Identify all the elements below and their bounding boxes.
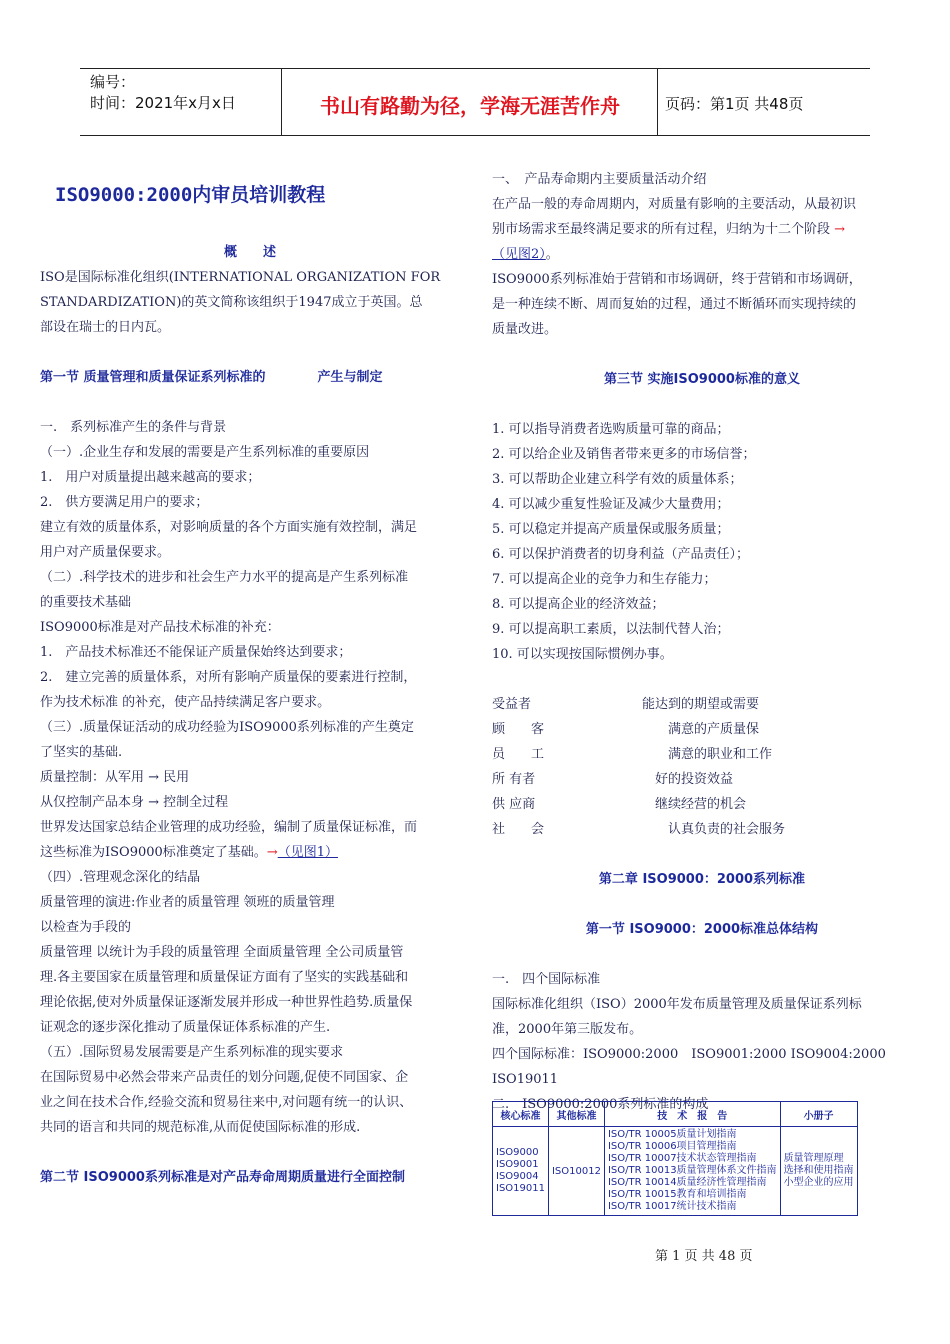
text-line [40, 440, 460, 465]
text-line [40, 490, 460, 515]
text-line [492, 842, 912, 867]
beneficiary-cell: 受益者 [492, 697, 532, 712]
booklet-item: 质量管理原理 [783, 1153, 844, 1164]
document-title: ISO9000:2000内审员培训教程 [55, 184, 326, 206]
table-row [493, 1127, 858, 1216]
line-text: 一. 四个国际标准 [492, 972, 601, 987]
line-text: 8. 可以提高企业的经济效益； [492, 597, 665, 612]
standards-structure-table [492, 1101, 858, 1216]
line-text: 一. 系列标准产生的条件与背景 [40, 420, 227, 435]
text-line [40, 1115, 460, 1140]
line-text: 理.各主要国家在质量管理和质量保证方面有了坚实的实践基础和 [40, 970, 409, 985]
text-line [40, 765, 460, 790]
core-standard-item: ISO9001 [496, 1159, 539, 1170]
text-line [492, 642, 912, 667]
arrow-right-icon: → [266, 845, 278, 860]
line-text: 4. 可以减少重复性验证及减少大量费用； [492, 497, 730, 512]
line-text: 概 述 [223, 245, 276, 260]
line-text: 四个国际标准：ISO9000:2000 ISO9001:2000 ISO9004:2000 [492, 1047, 886, 1062]
line-text: （二）.科学技术的进步和社会生产力水平的提高是产生系列标准 [40, 570, 409, 585]
line-text: 6. 可以保护消费者的切身利益（产品责任）； [492, 547, 750, 562]
line-text: 2. 供方要满足用户的要求； [40, 495, 209, 510]
text-line [492, 567, 912, 592]
text-line [492, 242, 912, 267]
line-text: 二. ISO9000:2000系列标准的构成 [492, 1097, 709, 1112]
header-page-number: 页码：第1页 共48页 [665, 95, 804, 113]
header-top-rule [80, 68, 870, 69]
line-text: （一）.企业生存和发展的需要是产生系列标准的重要原因 [40, 445, 370, 460]
beneficiary-cell: 满意的职业和工作 [642, 747, 773, 762]
text-line [492, 992, 912, 1017]
technical-report-item: ISO/TR 10014质量经济性管理指南 [607, 1177, 767, 1188]
section-heading [40, 1165, 460, 1190]
text-line [492, 542, 912, 567]
text-line [492, 342, 912, 367]
text-line [40, 815, 460, 840]
line-text: 1. 用户对质量提出越来越高的要求； [40, 470, 261, 485]
text-line [492, 1017, 912, 1042]
technical-report-item: ISO/TR 10007技术状态管理指南 [607, 1153, 757, 1164]
line-text: 1. 可以指导消费者选购质量可靠的商品； [492, 422, 730, 437]
core-standard-item: ISO19011 [496, 1183, 545, 1194]
core-standard-item: ISO9004 [496, 1171, 539, 1182]
line-text: 在国际贸易中必然会带来产品责任的划分问题,促使不同国家、企 [40, 1070, 409, 1085]
table-header-core: 核心标准 [493, 1102, 549, 1127]
beneficiary-cell: 能达到的期望或需要 [642, 697, 760, 712]
text-line [40, 890, 460, 915]
arrow-right-icon: → [834, 222, 846, 237]
line-text: 建立有效的质量体系，对影响质量的各个方面实施有效控制，满足 [40, 520, 418, 535]
line-text: （五）.国际贸易发展需要是产生系列标准的现实要求 [40, 1045, 344, 1060]
line-text: 9. 可以提高职工素质，以法制代替人治； [492, 622, 730, 637]
technical-report-item: ISO/TR 10013质量管理体系文件指南 [607, 1165, 777, 1176]
text-line [40, 465, 460, 490]
text-line [40, 690, 460, 715]
text-line [40, 1040, 460, 1065]
beneficiary-cell: 员 工 [492, 747, 545, 762]
beneficiary-cell: 供 应商 [492, 797, 536, 812]
line-text: 7. 可以提高企业的竞争力和生存能力； [492, 572, 717, 587]
line-text: 1. 产品技术标准还不能保证产质量保始终达到要求； [40, 645, 352, 660]
line-text: 以检查为手段的 [40, 920, 132, 935]
line-text: 2. 建立完善的质量体系，对所有影响产质量保的要素进行控制， [40, 670, 417, 685]
header-motto: 书山有路勤为径，学海无涯苦作舟 [320, 94, 620, 118]
line-text: 共同的语言和共同的规范标准,从而促使国际标准的形成. [40, 1120, 361, 1135]
text-line [40, 940, 460, 965]
beneficiary-cell: 顾 客 [492, 722, 545, 737]
page-footer: 第 1 页 共 48 页 [655, 1249, 753, 1264]
text-line [40, 640, 460, 665]
text-line [40, 1015, 460, 1040]
line-text: 作为技术标准 的补充，使产品持续满足客户要求。 [40, 695, 331, 710]
beneficiary-cell: 认真负责的社会服务 [642, 822, 786, 837]
text-line [40, 390, 460, 415]
text-line [40, 615, 460, 640]
left-column [40, 240, 460, 1190]
document-time-label: 时间：2021年x月x日 [90, 94, 236, 112]
text-line [40, 840, 460, 865]
table-header-booklets: 小册子 [780, 1102, 857, 1127]
line-text: 在产品一般的寿命周期内，对质量有影响的主要活动，从最初识 [492, 197, 857, 212]
line-text: ISO9000系列标准始于营销和市场调研，终于营销和市场调研， [492, 272, 862, 287]
beneficiary-row [492, 817, 912, 842]
text-line [492, 892, 912, 917]
line-text: ISO9000标准是对产品技术标准的补充： [40, 620, 280, 635]
text-line [40, 340, 460, 365]
line-text: 国际标准化组织（ISO）2000年发布质量管理及质量保证系列标 [492, 997, 862, 1012]
beneficiary-cell: 社 会 [492, 822, 545, 837]
booklet-item: 小型企业的应用 [783, 1177, 854, 1188]
technical-report-item: ISO/TR 10017统计技术指南 [607, 1201, 737, 1212]
line-text: 质量管理的演进:作业者的质量管理 领班的质量管理 [40, 895, 335, 910]
line-text: 10. 可以实现按国际惯例办事。 [492, 647, 673, 662]
header-bottom-rule [80, 135, 870, 136]
text-line [492, 592, 912, 617]
line-text: 第二节 ISO9000系列标准是对产品寿命周期质量进行全面控制 [40, 1170, 405, 1185]
line-text: 世界发达国家总结企业管理的成功经验，编制了质量保证标准，而 [40, 820, 418, 835]
technical-report-item: ISO/TR 10015教育和培训指南 [607, 1189, 747, 1200]
text-line [492, 617, 912, 642]
text-line [40, 315, 460, 340]
figure-reference-link[interactable]: （见图1） [277, 845, 338, 860]
line-text: 2. 可以给企业及销售者带来更多的市场信誉； [492, 447, 756, 462]
text-line [492, 517, 912, 542]
text-line [40, 1065, 460, 1090]
text-line [492, 417, 912, 442]
line-text: STANDARDIZATION)的英文简称该组织于1947成立于英国。总 [40, 295, 423, 310]
text-line [492, 292, 912, 317]
text-line [40, 790, 460, 815]
text-line [40, 740, 460, 765]
text-line [40, 590, 460, 615]
right-column [492, 167, 912, 1117]
line-text: 准，2000年第三版发布。 [492, 1022, 643, 1037]
line-text: 一、 产品寿命期内主要质量活动介绍 [492, 172, 707, 187]
text-line [492, 467, 912, 492]
line-text: 。 [545, 247, 559, 262]
text-line [40, 915, 460, 940]
text-line [40, 965, 460, 990]
line-text: ISO是国际标准化组织(INTERNATIONAL ORGANIZATION FOR [40, 270, 441, 285]
header-meta [90, 72, 236, 114]
line-text: 第一节 质量管理和质量保证系列标准的 产生与制定 [40, 370, 383, 385]
section-heading [40, 240, 460, 265]
table-header-reports: 技 术 报 告 [604, 1102, 780, 1127]
line-text: 质量控制：从军用 → 民用 [40, 770, 190, 785]
text-line [492, 317, 912, 342]
text-line [492, 1042, 912, 1067]
beneficiary-row [492, 717, 912, 742]
line-text: ISO19011 [492, 1072, 559, 1087]
text-line [492, 217, 912, 242]
section-heading [492, 867, 912, 892]
line-text: 业之间在技术合作,经验交流和贸易往来中,对问题有统一的认识、 [40, 1095, 413, 1110]
core-standards-cell [493, 1127, 549, 1216]
text-line [40, 265, 460, 290]
text-line [492, 442, 912, 467]
section-heading [492, 367, 912, 392]
text-line [40, 290, 460, 315]
line-text: 从仅控制产品本身 → 控制全过程 [40, 795, 229, 810]
text-line [40, 565, 460, 590]
core-standard-item: ISO9000 [496, 1147, 539, 1158]
line-text: 这些标准为ISO9000标准奠定了基础。 [40, 845, 267, 860]
header-divider-left [281, 68, 282, 135]
beneficiary-row [492, 742, 912, 767]
beneficiary-cell: 继续经营的机会 [642, 797, 747, 812]
line-text: 质量改进。 [492, 322, 558, 337]
line-text: 用户对产质量保要求。 [40, 545, 171, 560]
section-heading [492, 917, 912, 942]
booklet-item: 选择和使用指南 [783, 1165, 854, 1176]
line-text: 质量管理 以统计为手段的质量管理 全面质量管理 全公司质量管 [40, 945, 404, 960]
line-text: 的重要技术基础 [40, 595, 132, 610]
text-line [40, 515, 460, 540]
line-text: 第二章 ISO9000：2000系列标准 [598, 872, 806, 887]
header-divider-right [657, 68, 658, 135]
line-text: 3. 可以帮助企业建立科学有效的质量体系； [492, 472, 743, 487]
booklets-cell [780, 1127, 857, 1216]
line-text: 5. 可以稳定并提高产质量保或服务质量； [492, 522, 730, 537]
line-text: （四）.管理观念深化的结晶 [40, 870, 201, 885]
text-line [492, 167, 912, 192]
line-text: 第三节 实施ISO9000标准的意义 [604, 372, 800, 387]
text-line [492, 667, 912, 692]
text-line [492, 492, 912, 517]
technical-report-item: ISO/TR 10006项目管理指南 [607, 1141, 737, 1152]
beneficiary-cell: 满意的产质量保 [642, 722, 760, 737]
beneficiary-row [492, 692, 912, 717]
beneficiary-cell: 好的投资效益 [642, 772, 734, 787]
text-line [40, 990, 460, 1015]
text-line [40, 540, 460, 565]
text-line [492, 1067, 912, 1092]
text-line [492, 192, 912, 217]
text-line [492, 267, 912, 292]
table-header-other: 其他标准 [548, 1102, 604, 1127]
technical-report-item: ISO/TR 10005质量计划指南 [607, 1129, 737, 1140]
text-line [40, 415, 460, 440]
text-line [492, 392, 912, 417]
line-text: 证观念的逐步深化推动了质量保证体系标准的产生. [40, 1020, 331, 1035]
text-line [492, 942, 912, 967]
line-text: 理论依据,使对外质量保证逐渐发展并形成一种世界性趋势.质量保 [40, 995, 413, 1010]
beneficiary-cell: 所 有者 [492, 772, 536, 787]
text-line [40, 665, 460, 690]
line-text: 部设在瑞士的日内瓦。 [40, 320, 171, 335]
line-text: 了坚实的基础. [40, 745, 123, 760]
figure-reference-link[interactable]: （见图2） [492, 247, 546, 262]
text-line [40, 1090, 460, 1115]
line-text: 是一种连续不断、周而复始的过程，通过不断循环而实现持续的 [492, 297, 857, 312]
text-line [40, 715, 460, 740]
line-text: 别市场需求至最终满足要求的所有过程，归纳为十二个阶段 [492, 222, 835, 237]
section-heading [40, 365, 460, 390]
beneficiary-row [492, 792, 912, 817]
line-text: （三）.质量保证活动的成功经验为ISO9000系列标准的产生奠定 [40, 720, 414, 735]
table-header-row [493, 1102, 858, 1127]
text-line [40, 1140, 460, 1165]
document-number-label: 编号： [90, 73, 136, 91]
text-line [40, 865, 460, 890]
beneficiary-row [492, 767, 912, 792]
line-text: 第一节 ISO9000：2000标准总体结构 [585, 922, 819, 937]
text-line [492, 967, 912, 992]
other-standards-cell: ISO10012 [548, 1127, 604, 1216]
technical-reports-cell [604, 1127, 780, 1216]
